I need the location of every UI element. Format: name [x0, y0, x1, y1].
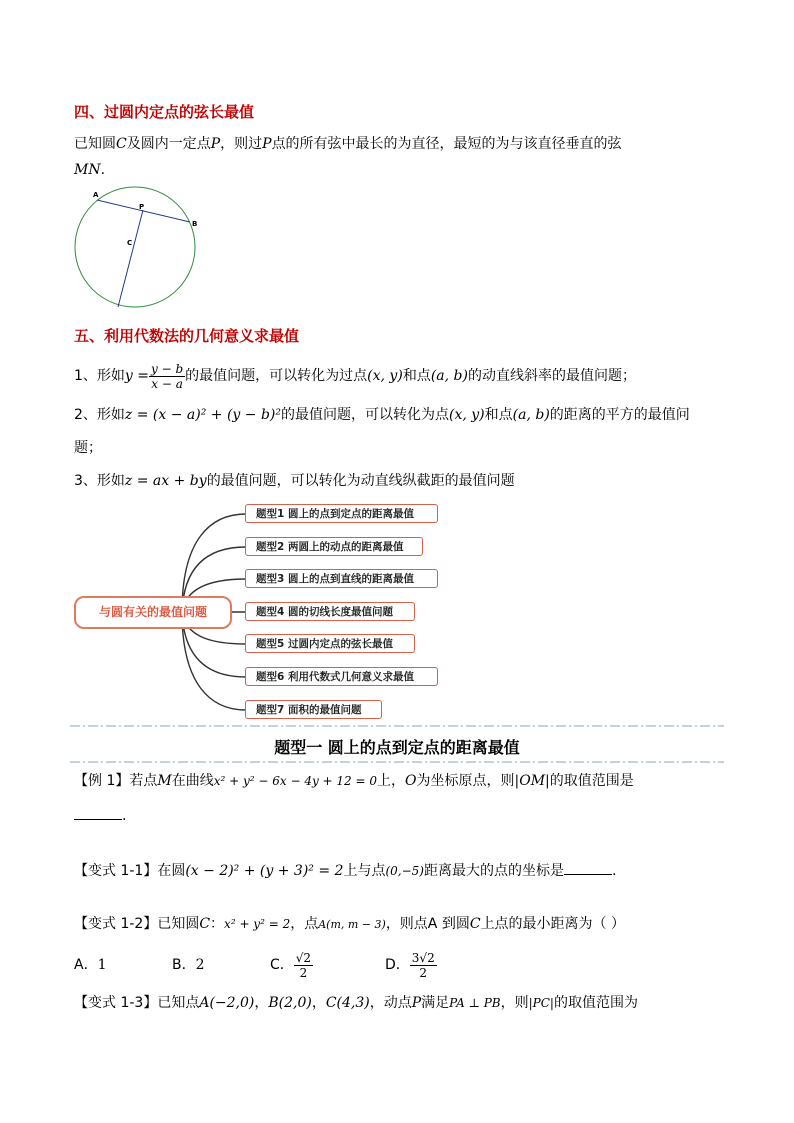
text-run: 的距离的平方的最值问: [549, 407, 690, 423]
mindmap-item-4: 题型4 圆的切线长度最值问题: [245, 602, 415, 621]
section5-heading: 五、利用代数法的几何意义求最值: [74, 327, 300, 345]
math-expression: z = ax + by: [124, 473, 207, 489]
math-equation: x² + y² − 6x − 4y + 12 = 0: [213, 774, 378, 788]
mindmap-item-5: 题型5 过圆内定点的弦长最值: [245, 634, 415, 653]
fraction-denominator: 2: [419, 965, 428, 980]
option-b[interactable]: [172, 955, 205, 975]
text-run: 上，: [377, 773, 406, 789]
text-run: 1、形如: [74, 368, 125, 384]
text-run: .: [611, 863, 617, 879]
option-c[interactable]: [270, 946, 313, 984]
text-run: 已知圆: [74, 136, 116, 152]
text-run: 【变式 1-3】已知点: [74, 995, 200, 1011]
section4-paragraph-line2: [74, 160, 105, 180]
math-O: O: [405, 773, 417, 789]
math-equation: (x − 2)² + (y + 3)² = 2: [185, 863, 344, 879]
math-P: P: [210, 136, 221, 152]
section5-item2: [74, 405, 690, 425]
math-C: C: [116, 136, 127, 152]
text-run: 距离最大的点的坐标是: [423, 863, 564, 879]
option-label: A．: [74, 957, 98, 973]
section4-paragraph: [74, 134, 622, 154]
label-P: P: [139, 203, 145, 211]
section5-item1: [74, 360, 636, 392]
option-label: D．: [385, 957, 410, 973]
text-run: 【例 1】若点: [74, 773, 158, 789]
option-d[interactable]: [385, 946, 437, 984]
label-B: B: [192, 220, 198, 228]
text-run: ，: [254, 995, 269, 1011]
text-run: ：: [210, 916, 225, 932]
math-C: C: [199, 916, 211, 932]
text-run: 点的所有弦中最长的为直径，最短的为与该直径垂直的弦: [271, 136, 622, 152]
text-run: 上点的最小距离为（ ）: [480, 916, 626, 932]
text-run: 上与点: [343, 863, 386, 879]
text-run: 2、形如: [74, 407, 125, 423]
text-run: 3、形如: [74, 473, 125, 489]
option-label: C．: [270, 957, 294, 973]
fraction-denominator: 2: [299, 965, 308, 980]
option-value: 2: [195, 957, 205, 973]
circle-outline: [75, 187, 198, 307]
chord-circle-figure: [70, 185, 200, 313]
variant-1-1: [74, 860, 616, 881]
math-MN: MN: [74, 162, 101, 178]
math-point-C: C(4,3): [325, 995, 370, 1011]
text-run: 【变式 1-2】已知圆: [74, 916, 200, 932]
math-equation: x² + y² = 2: [224, 917, 291, 931]
math-P: P: [262, 136, 272, 152]
math-C: C: [469, 916, 481, 932]
text-run: 在曲线: [171, 773, 214, 789]
answer-blank[interactable]: [74, 805, 122, 820]
text-run: 为坐标原点，则: [416, 773, 515, 789]
text-run: 及圆内一定点: [126, 136, 211, 152]
math-point: (0,−5): [385, 864, 424, 878]
text-run: 的最值问题，可以转化为过点: [185, 368, 368, 384]
math-PC: |PC|: [528, 996, 554, 1010]
example-1: [74, 771, 634, 791]
text-run: 和点: [402, 368, 431, 384]
section5-item2-line2: 题；: [74, 440, 102, 456]
math-expression: z = (x − a)² + (y − b)²: [124, 407, 282, 423]
math-P: P: [411, 995, 422, 1011]
math-point-B: B(2,0): [268, 995, 312, 1011]
text-run: 的动直线斜率的最值问题；: [467, 368, 636, 384]
math-point: (a, b): [430, 368, 468, 384]
variant-1-3: [74, 993, 638, 1013]
mindmap-item-3: 题型3 圆上的点到直线的距离最值: [245, 569, 438, 588]
label-C: C: [127, 239, 133, 247]
text-run: .: [122, 808, 127, 824]
text-run: 满足: [421, 995, 450, 1011]
math-point-A: A(−2,0): [199, 995, 255, 1011]
fraction-denominator: x − a: [151, 376, 183, 391]
text-run: ，点: [290, 916, 319, 932]
mindmap-center: 与圆有关的最值问题: [74, 596, 232, 629]
fraction-numerator: 3√2: [411, 950, 435, 965]
text-run: .: [100, 162, 106, 178]
example-1-answer-line: [74, 805, 126, 826]
type1-title: 题型一 圆上的点到定点的距离最值: [274, 738, 520, 757]
option-value: 1: [97, 957, 107, 973]
text-run: ，则: [500, 995, 529, 1011]
diameter-line: [118, 210, 143, 307]
option-a[interactable]: [74, 955, 107, 975]
math-condition: PA ⊥ PB: [449, 996, 501, 1010]
mindmap-item-6: 题型6 利用代数式几何意义求最值: [245, 667, 438, 686]
text-run: ，动点: [369, 995, 412, 1011]
math-point: (a, b): [512, 407, 550, 423]
text-run: 和点: [484, 407, 513, 423]
text-run: 的最值问题，可以转化为点: [281, 407, 450, 423]
text-run: ，则点A 到圆: [385, 916, 470, 932]
fraction-numerator: √2: [295, 950, 312, 965]
mindmap-item-2: 题型2 两圆上的动点的距离最值: [245, 537, 423, 556]
variant-1-2: [74, 914, 625, 935]
text-run: ，则过: [220, 136, 263, 152]
label-A: A: [93, 191, 99, 199]
mindmap-item-1: 题型1 圆上的点到定点的距离最值: [245, 504, 438, 523]
fraction-numerator: y − b: [151, 361, 184, 376]
fraction: [149, 362, 185, 391]
math-point-A: A(m, m − 3): [318, 918, 386, 931]
math-point: (x, y): [449, 407, 485, 423]
math-y: y =: [124, 368, 150, 384]
text-run: 【变式 1-1】在圆: [74, 863, 186, 879]
mindmap-item-7: 题型7 面积的最值问题: [245, 700, 382, 719]
answer-blank[interactable]: [564, 860, 612, 875]
text-run: 的最值问题，可以转化为动直线纵截距的最值问题: [206, 473, 515, 489]
option-label: B．: [172, 957, 196, 973]
text-run: 的取值范围为: [553, 995, 638, 1011]
math-point: (x, y): [367, 368, 403, 384]
math-M: M: [157, 773, 172, 789]
text-run: 的取值范围是: [549, 773, 634, 789]
math-OM: |OM|: [514, 773, 550, 789]
text-run: ，: [311, 995, 326, 1011]
fraction: [294, 951, 313, 980]
section5-item3: [74, 471, 515, 491]
fraction: [410, 951, 437, 980]
section4-heading: 四、过圆内定点的弦长最值: [74, 103, 255, 121]
